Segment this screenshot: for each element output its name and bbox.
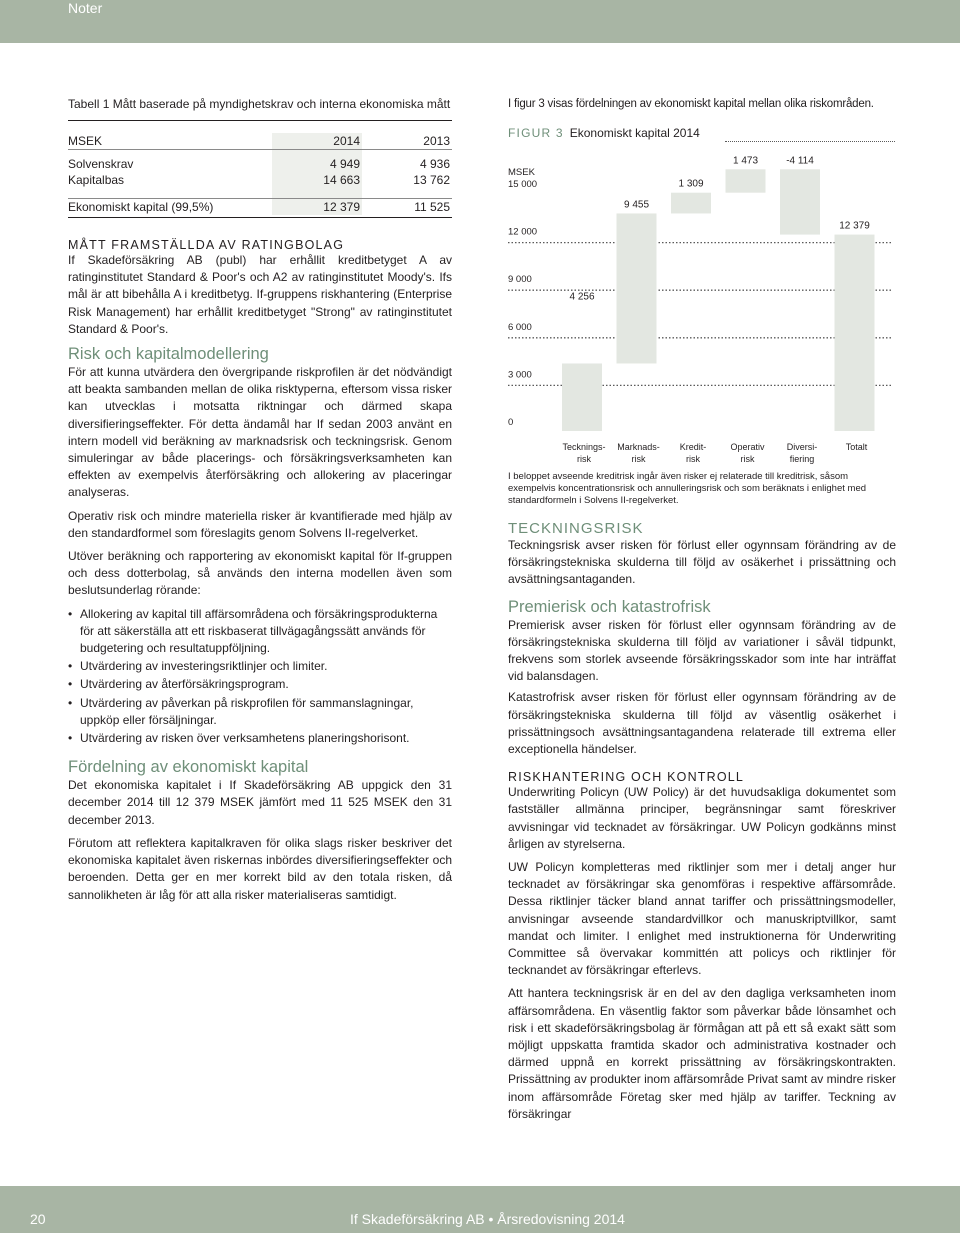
data-label: 1 473 [732,155,759,167]
table-title: Tabell 1 Mått baserade på myndighetskrav och interna ekonomiska mått [68,96,452,121]
x-tick-label: risk [631,454,646,464]
capital-waterfall-chart [500,150,900,470]
risk-control-heading: RISKHANTERING OCH KONTROLL [508,770,745,785]
chart-bar [726,169,766,192]
data-label: 9 455 [623,199,650,211]
figure-intro: I figur 3 visas fördelningen av ekonomiskt kapital mellan olika riskområden. [508,98,874,110]
table-row [68,156,452,173]
right-column-body [508,471,896,1123]
chart-bar [617,213,657,363]
x-tick-label: Tecknings- [562,442,606,452]
x-tick-label: risk [686,454,700,464]
table-header-2013: 2013 [362,133,452,150]
table-cell: 11 525 [362,199,452,216]
table-header-row [68,133,452,150]
y-tick-label: 0 [508,417,514,428]
catastrophe-paragraph: Katastrofrisk avser risken för förlust eller ogynnsam förändring av de försäkringstekniska skulderna till följd av väsentlig osäkerhet i prissättningsoch avsättningsantagandena relaterade till extrema eller exceptionella händelser. [508,690,896,757]
table-row [68,189,452,199]
table-bottom-rule [68,217,452,218]
x-tick-label: risk [577,454,591,464]
figure-title-rule [725,141,895,142]
chart-bar [780,169,820,234]
table-cell: 12 379 [272,199,362,216]
distribution-heading: Fördelning av ekonomiskt kapital [68,758,309,777]
table-header-msek: MSEK [68,133,272,150]
footer-bar [0,1186,960,1233]
list-item: • Utvärdering av återförsäkringsprogram. [68,676,452,693]
rating-heading: MÅTT FRAMSTÄLLDA AV RATINGBOLAG [68,238,345,252]
data-label: 1 309 [678,178,704,190]
underwriting-risk-heading: TECKNINGSRISK [508,520,644,537]
risk-control-paragraph-2: UW Policyn kompletteras med riktlinjer som mer i detalj anger hur tecknadet av försäkringar ska genomföras i respektive affärsområde. Dessa riktlinjer täcker bland annat tariffer och prissättningsmodeller, anvisningar avseende standardvillkor och manuskriptvillkor, samt mandat och limiter. I enlighet med instruktionerna för Underwriting Committee så övervakar kommittén att policys och riktlinjer för tecknandet av försäkringar efterlevs. [508,860,896,978]
publication-title: If Skadeförsäkring AB • Årsredovisning 2014 [350,1211,625,1227]
y-tick-label: 12 000 [508,226,538,238]
x-tick-label: risk [740,454,755,464]
y-tick-label: 3 000 [508,369,532,381]
section-title: Noter [68,0,103,16]
y-tick-label: 15 000 [508,179,538,190]
left-column [68,96,452,904]
x-tick-label: Operativ [730,442,765,452]
data-label: -4 114 [786,155,814,167]
table-cell: 13 762 [413,173,450,188]
distribution-paragraph-2: Förutom att reflektera kapitalkraven för olika slags risker beskriver det ekonomiska kapitalet även riskernas inbördes diversifieringseffekter och beroenden. Detta ger en mer korrekt bild av den totala risken, då sannolikheten är låg för att alla risker materialiseras samtidigt. [68,835,452,902]
y-tick-label: 9 000 [508,274,532,286]
premium-cat-heading: Premierisk och katastrofrisk [508,597,711,616]
list-item: • Utvärdering av risken över verksamhetens planeringshorisont. [68,730,452,747]
data-label: 4 256 [569,291,595,303]
risk-paragraph-3: Utöver beräkning och rapportering av ekonomiskt kapital för If-gruppen och dess dotterbolag, så används den interna modellen även som beslutsunderlag rörande: [68,549,452,598]
x-tick-label: Kredit- [679,442,707,452]
table-header-2014: 2014 [272,133,362,150]
x-tick-label: Diversi- [786,442,818,452]
chart-bar [562,363,602,431]
y-axis-label: MSEK [508,167,535,178]
figure-title: Ekonomiskt kapital 2014 [569,126,700,140]
usage-bullet-list [68,606,452,748]
distribution-paragraph-1: Det ekonomiska kapitalet i If Skadeförsäkring AB uppgick den 31 december 2014 till 12 379 MSEK jämfört med 11 525 MSEK den 31 december 2013. [68,778,452,827]
table-cell: 4 936 [419,156,450,171]
metrics-table [68,133,452,215]
risk-control-paragraph-1: Underwriting Policyn (UW Policy) är det huvudsakliga dokumentet som fastställer allmänna principer, begränsningar samt föreskriver avvisningar vid tecknadet av försäkringar. UW Policyn godkänns minst årligen av styrelserna. [508,785,896,851]
figure-caption [508,124,700,142]
table-cell: Kapitalbas [68,173,125,188]
risk-modelling-heading: Risk och kapitalmodellering [68,345,269,364]
data-label: 12 379 [839,220,870,232]
chart-bar [835,235,875,431]
table-cell: 4 949 [272,156,362,173]
x-tick-label: fiering [789,454,815,464]
table-cell: 14 663 [272,172,362,189]
table-row [68,172,452,189]
rating-paragraph: If Skadeförsäkring AB (publ) har erhållit kreditbetyget A av ratinginstitutet Standard & Poor's och A2 av ratinginstitutet Moody's. Ifs mål är att bibehålla A i kreditbetyg. If-gruppens riskhantering (Enterprise Risk Management) har erhållit kreditbetyget "Strong" av ratinginstitutet Standard & Poor's. [68,253,452,336]
chart-bar [671,193,711,214]
risk-control-paragraph-3: Att hantera teckningsrisk är en del av den dagliga verksamheten inom affärsområdena. En väsentlig faktor som påverkar både lönsamhet och risk i ett skadeförsäkringsbolag är förmågan att på ett så exakt sätt som möjligt uppskatta framtida skador och administrativa kostnader och därmed uppnå en korrekt prissättning av försäkringskontrakten. Prissättning av produkter inom affärsområde Privat samt av mindre risker inom affärsområde Företag sker med hjälp av tariffer. Teckning av försäkringar [508,986,896,1121]
risk-paragraph-2: Operativ risk och mindre materiella risker är kvantifierade med hjälp av den standardformel som föreslagits genom Solvens II-regelverket. [68,508,452,540]
page-number: 20 [30,1211,46,1227]
x-tick-label: Marknads- [617,442,660,452]
figure-footnote: I beloppet avseende kreditrisk ingår även risker ej relaterade till kreditrisk, såsom exempelvis koncentrationsrisk och annulleringsrisk och som beräknats i enlighet med standardformeln i Solvens II-regelverket. [508,471,867,506]
underwriting-risk-paragraph: Teckningsrisk avser risken för förlust eller ogynnsam förändring av de försäkringstekniska skulderna till följd av osäkerhet i prissättning och avsättningsantaganden. [508,538,896,587]
x-tick-label: Totalt [845,442,868,452]
header-bar [0,0,960,43]
premium-paragraph: Premierisk avser risken för förlust eller ogynnsam förändring av de försäkringstekniska skulderna till följd av variationer i såväl tidpunkt, frekvens som storlek avseende försäkringsskador som inte har inträffat vid balansdagen. [508,617,896,684]
table-cell: Ekonomiskt kapital (99,5%) [68,199,272,216]
right-column [508,96,896,113]
table-cell: Solvenskrav [68,156,134,171]
figure-label: FIGUR 3 [508,126,564,140]
y-tick-label: 6 000 [508,321,532,333]
list-item: • Allokering av kapital till affärsområdena och försäkringsprodukterna för att säkerställa att ett riskbaserat tillvägagångssätt används för budgetering och resultatuppföljning. [68,606,452,658]
list-item: • Utvärdering av investeringsriktlinjer och limiter. [68,658,452,675]
table-row [68,199,452,216]
risk-paragraph-1: För att kunna utvärdera den övergripande riskprofilen är det nödvändigt att beakta sambanden mellan de olika risktyperna, eftersom vissa risker kan utvecklas i motsatta riktningar och därmed skapa diversifieringseffekter. För detta ändamål har If sedan 2003 använt en intern modell vid beräkning av marknadsrisk och teckningsrisk. Genom simuleringar av både placerings- och försäkringsverksamheten kan effekten av exempelvis återförsäkring och allokering av placeringar analyseras. [68,365,452,500]
list-item: • Utvärdering av påverkan på riskprofilen för sammanslagningar, uppköp eller försäljningar. [68,695,452,729]
